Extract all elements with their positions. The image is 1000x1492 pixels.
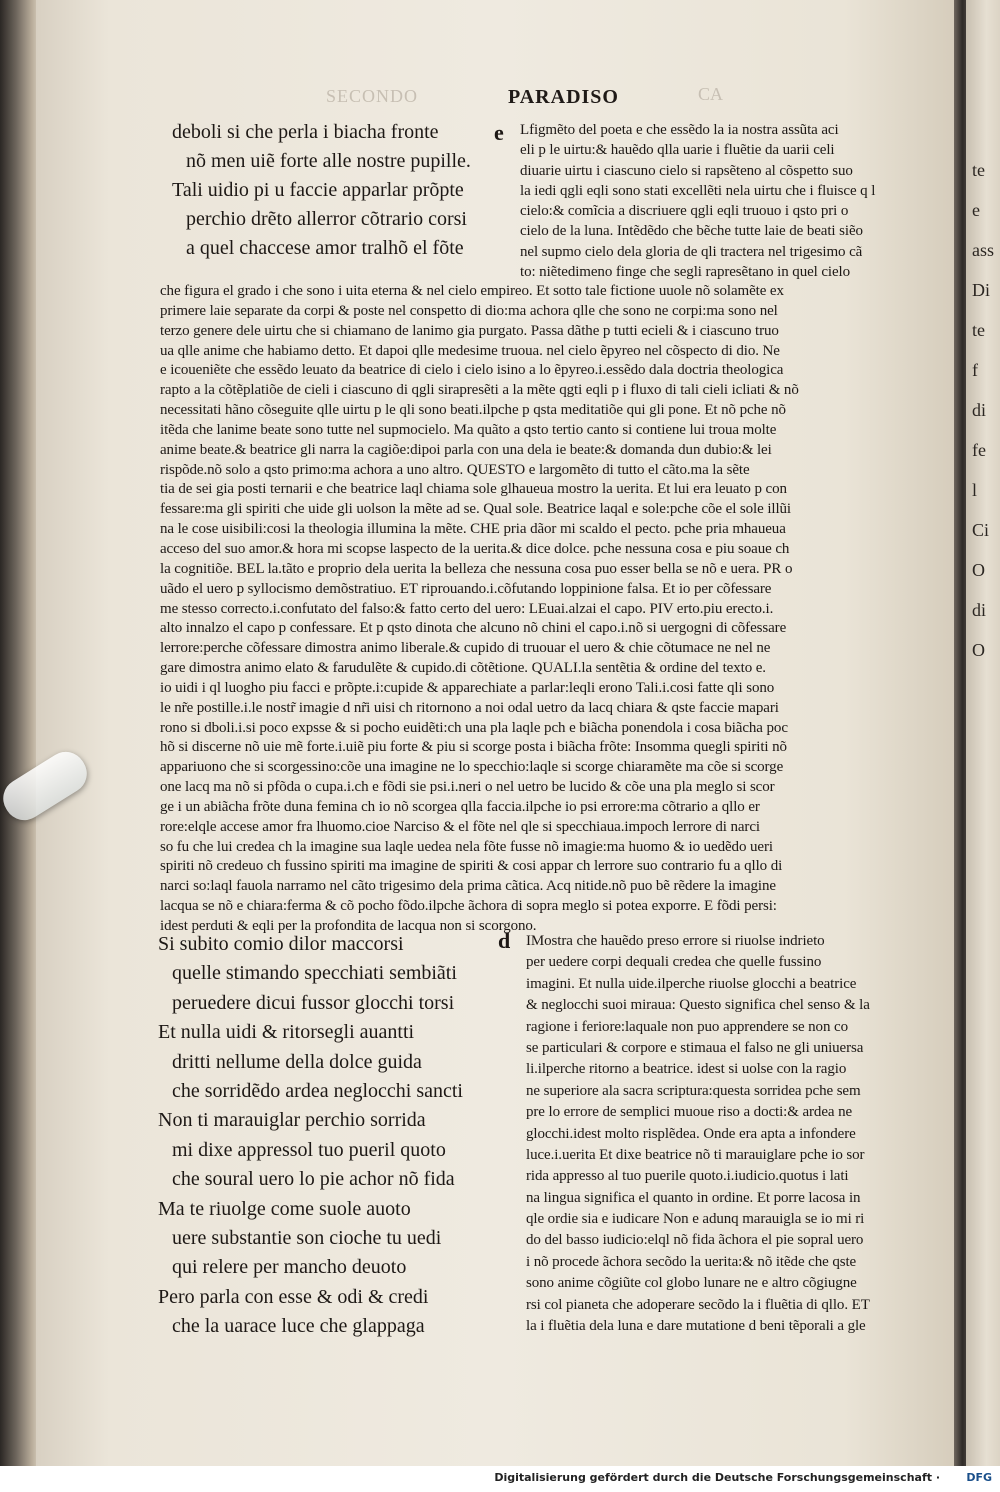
commentary-line: rono si dboli.i.si poco expsse & si pocho euidẽti:ch una pla laqle pch e biãcha ponendola i cosa biãcha poc xyxy=(160,719,788,736)
verse-line: a quel chaccese amor tralhõ el fõte xyxy=(186,237,464,259)
verse-line: Si subito comio dilor maccorsi xyxy=(158,933,404,955)
commentary-line: na lingua significa el quanto in ordine. Et porre lacosa in xyxy=(526,1189,861,1206)
facing-page-glyph: di xyxy=(972,600,987,620)
commentary-line: alto innalzo el capo p confessare. Et p qsto dinota che alcuno nõ chini el capo.i.nõ si uergogni di cõfessare xyxy=(160,620,787,637)
commentary-line: & neglocchi suoi miraua: Questo significa chel senso & la xyxy=(526,997,870,1014)
verse-line: che sorridẽdo ardea neglocchi sancti xyxy=(172,1079,463,1102)
commentary-line: rore:elqle accese amor fra lhuomo.cioe Narciso & el fõte nel qle si specchiaua.impoch lerrore di narci xyxy=(160,818,760,835)
verse-line: Ma te riuolge come suole auoto xyxy=(158,1197,411,1220)
commentary-block-full xyxy=(160,282,920,937)
facing-page-glyph: Di xyxy=(972,280,990,300)
facing-page-glyph: di xyxy=(972,400,987,420)
commentary-line: rapto a la cõtẽplatiõe de cieli i ciascuno di qgli sirapresẽti a la mẽte qgti eqli p i fluxo di tali cieli icliati & nõ xyxy=(160,382,799,399)
commentary-line: li.ilperche ritorno a beatrice. idest si uolse con la ragio xyxy=(526,1061,847,1078)
commentary-line: se particulari & corpore e stimaua el falso ne gli uniuersa xyxy=(526,1039,864,1056)
running-head: PARADISO xyxy=(508,86,619,108)
commentary-initial-2: d xyxy=(498,928,511,953)
commentary-line: IMostra che hauẽdo preso errore si riuolse indrieto xyxy=(526,933,825,949)
verse-line: uere substantie son cioche tu uedi xyxy=(172,1226,442,1249)
commentary-line: ua qlle anime che habiamo detto. Et dapoi qlle medesime truoua. nel cielo ẽpyreo nel cõspecto di dio. Ne xyxy=(160,342,780,359)
commentary-line: fessare:ma gli spiriti che uide gli uolson la mẽte ad se. Qual sole. Beatrice laqal e sole:pche cõe el sole illũi xyxy=(160,501,791,518)
commentary-line: qle ordie sia e iudicare Non e adunq marauigla se io mi ri xyxy=(526,1211,865,1228)
commentary-line: cielo de la luna. Intẽdẽdo che bẽche tutte laie de beati siẽo xyxy=(520,223,863,240)
commentary-line: so fu che lui credea ch la imagine sua laqle uedea nela fõte fusse nõ imagie:ma huomo & io uedẽdo ueri xyxy=(160,838,773,855)
verse-line: Non ti marauiglar perchio sorrida xyxy=(158,1109,426,1132)
dfg-logo: DFG xyxy=(966,1471,992,1484)
commentary-line: ge i un abiãcha frõte duna femina ch io nõ scorgea qlla faccia.ilpche io psi errore:ma cõtrario a qllo er xyxy=(160,798,760,815)
commentary-line: one lacq ma nõ si pfõda o cupa.i.ch e fõdi sie psi.i.neri o nel uetro be lucido & cõe una pla meglo si scor xyxy=(160,779,775,796)
previous-page-edge xyxy=(0,0,40,1466)
commentary-line: i nõ procede ãchora secõdo la uerita:& nõ itẽde che qste xyxy=(526,1253,857,1270)
commentary-line: do del basso iudicio:elql nõ fida ãchora el pie sopral uero xyxy=(526,1232,864,1249)
verse-line: qui relere per mancho deuoto xyxy=(172,1256,407,1279)
facing-page-glyph: Ci xyxy=(972,520,990,540)
commentary-line: uãdo el uero p syllocismo demõstratiuo. ET riprouando.i.cõfutando loppinione falsa. Et io per cõfessare xyxy=(160,580,772,597)
commentary-line: itẽda che lanime beate sono tutte nel supmocielo. Ma quãto a qsto tertio canto si contiene lui troua molte xyxy=(160,421,777,438)
commentary-line: tia de sei gia posti ternarii e che beatrice laql chiama sole glhaueua mostro la uerita. Et lui era leuato p con xyxy=(160,481,787,498)
commentary-line: lacqua se nõ e chiara:ferma & cõ pocho fõdo.ilpche ãchora di sopra meglo si potea exporre. E fõdi persi: xyxy=(160,898,777,915)
commentary-line: io uidi i ql luogho piu facci e prõpte.i:cupide & apparechiate a parlar:leqli erono Tali.i.cosi fatte qli sono xyxy=(160,679,775,696)
commentary-line: primere laie separate da corpi & poste nel conspetto di dio:ma achora qlle che sono ne corpi:ma sono nel xyxy=(160,302,778,319)
facing-page-glyph: f xyxy=(972,360,978,380)
commentary-line: rispõde.nõ solo a qsto primo:ma achora a uno altro. QUESTO e largomẽto di tutto el cãto.ma la sẽte xyxy=(160,461,750,478)
bleed-through-header-right: CA xyxy=(698,84,724,104)
commentary-line: glocchi.idest molto risplẽdea. Onde era apta a infondere xyxy=(526,1125,856,1142)
facing-page-text xyxy=(972,150,1000,670)
commentary-line: appariuono che si scorgessino:cõe una imagine ne lo specchio:laqle si scorge chiaramẽte ma cõe si scorge xyxy=(160,759,784,776)
commentary-line: narci so:laql fauola narramo nel cãto trigesimo dela prima cãtica. Acq nitide.nõ puo bẽ rẽdere la imagine xyxy=(160,878,776,895)
commentary-line: eli p le uirtu:& hauẽdo qlla uarie i fluẽtie da uarii celi xyxy=(520,142,835,159)
commentary-line: per uedere corpi dequali credea che quelle fussino xyxy=(526,954,822,971)
commentary-initial-1: e xyxy=(494,120,504,145)
commentary-line: hõ si discerne nõ uie mẽ forte.i.uiẽ piu forte & piu si scorge posta i biãcha frõte: Insomma quegli spiriti nõ xyxy=(160,739,787,756)
commentary-block-1 xyxy=(520,120,925,282)
facing-page-glyph: l xyxy=(972,480,978,500)
facing-page-glyph: e xyxy=(972,200,980,220)
commentary-line: e icoueniẽte che essẽdo leuato da beatrice di cielo i cielo isino a lo ẽpyreo.i.essẽdo dala doctria theologica xyxy=(160,362,784,379)
commentary-line: luce.i.uerita Et dixe beatrice nõ ti marauiglare pche io sor xyxy=(526,1146,865,1163)
commentary-line: gare dimostra animo elato & farudulẽte & cupido.di cõtẽtione. QUALI.la sentẽtia & ordine del texto e. xyxy=(160,660,766,677)
footer-bar xyxy=(0,1466,1000,1492)
facing-page-glyph: O xyxy=(972,640,985,660)
verse-line: peruedere dicui fussor glocchi torsi xyxy=(172,991,455,1014)
commentary-line: terzo genere dele uirtu che si chiamano de lanimo gia purgato. Passa dãthe p tutti ecieli & i ciascuno truo xyxy=(160,322,779,339)
commentary-line: necessitati hãno cõseguite qlle uirtu p le qli sono beati.ilpche p qsta meditatiõe qui gli pone. Et nõ pche nõ xyxy=(160,402,786,419)
verse-block-1 xyxy=(172,118,471,263)
commentary-line: acceso del suo amor.& hora mi scopse laspecto de la uerita.& dice dolce. pche nessuna cosa e piu soaue ch xyxy=(160,540,790,557)
commentary-line: to: niẽtedimeno finge che segli rapresẽtano in quel cielo xyxy=(520,264,851,281)
commentary-line: spiriti nõ credeuo ch fussino spiriti ma imagine de spiriti & cosi appar ch lerrore suo contrario fu a qllo di xyxy=(160,858,783,875)
commentary-line: rsi col pianeta che adoperare secõdo la i fluẽtia di qllo. ET xyxy=(526,1296,870,1313)
verse-line: dritti nellume della dolce guida xyxy=(172,1050,422,1073)
verse-line: mi dixe appressol tuo pueril quoto xyxy=(172,1138,446,1161)
commentary-line: sono anime cõgiũte col globo lunare ne e altro cõgiugne xyxy=(526,1275,857,1292)
verse-line: Et nulla uidi & ritorsegli auantti xyxy=(158,1021,415,1044)
verse-line: Pero parla con esse & odi & credi xyxy=(158,1285,429,1308)
verse-line: nõ men uiẽ forte alle nostre pupille. xyxy=(186,150,471,172)
commentary-line: na le cose uisibili:cosi la theologia illumina la mẽte. CHE pria dãor mi scaldo el pecto. pche pria mhaueua xyxy=(160,521,786,538)
commentary-line: lerrore:perche cõfessare dimostra animo liberale.& cupido di truouar el uero & chie cõtumace ne nel ne xyxy=(160,640,771,657)
facing-page-glyph: te xyxy=(972,320,985,340)
commentary-line: ragione i feriore:laquale non puo apprendere se non co xyxy=(526,1018,848,1035)
commentary-line: nel supmo cielo dela gloria de qli tractera nel trigesimo cã xyxy=(520,243,863,260)
commentary-line: la i fluẽtia dela luna e dare mutatione d beni tẽporali a gle xyxy=(526,1318,866,1335)
commentary-line: pre lo errore de semplici muoue riso a docti:& ardea ne xyxy=(526,1104,853,1121)
commentary-line: cielo:& comĩcia a discriuere qgli eqli truouo i qsto pri o xyxy=(520,203,849,220)
commentary-line: diuarie uirtu i ciascuno cielo si rapsẽteno al cõspetto suo xyxy=(520,162,853,179)
facing-page-glyph: ass xyxy=(972,240,994,260)
commentary-line: rida appresso al tuo puerile quoto.i.iudicio.quotus i lati xyxy=(526,1168,849,1185)
facing-page-glyph: O xyxy=(972,560,985,580)
verse-line: che la uarace luce che glappaga xyxy=(172,1315,425,1338)
verse-line: quelle stimando specchiati sembiãti xyxy=(172,962,457,985)
verse-line: che soural uero lo pie achor nõ fida xyxy=(172,1168,455,1191)
facing-page-glyph: te xyxy=(972,160,985,180)
bleed-through-header: SECONDO xyxy=(326,86,419,106)
verse-line: Tali uidio pi u faccie apparlar prõpte xyxy=(172,179,464,201)
commentary-line: anime beate.& beatrice gli narra la cagiõe:dipoi parla con una dela ie beate:& domanda dun dubio:& lei xyxy=(160,441,772,458)
facing-page-glyph: fe xyxy=(972,440,986,460)
commentary-line: idest perduti & eqli per la profondita de lacqua non si scorgono. xyxy=(160,918,537,934)
verse-block-2 xyxy=(158,930,463,1341)
commentary-line: ne superiore ala sacra scriptura:questa sorridea pche sem xyxy=(526,1082,861,1099)
commentary-line: la cognitiõe. BEL la.tãto e proprio dela uerita la belleza che nessuna cosa puo esser bella se nõ e uera. PR o xyxy=(160,560,793,577)
commentary-line: la iedi qgli eqli sono stati excellẽti nela uirtu che i fluisce q l xyxy=(520,182,876,199)
funding-notice: Digitalisierung gefördert durch die Deutsche Forschungsgemeinschaft · xyxy=(494,1471,940,1484)
commentary-line: Lfigmẽto del poeta e che essẽdo la ia nostra assũta aci xyxy=(520,122,839,138)
commentary-line: imagini. Et nulla uide.ilperche riuolse glocchi a beatrice xyxy=(526,975,857,992)
commentary-line: le nr̃e postille.i.le nostr̃ imagie d nr̃i uisi ch ritornono a noi odal uetro da lacq chiara & qste faccie mapari xyxy=(160,699,779,716)
verse-line: perchio drẽto allerror cõtrario corsi xyxy=(186,208,467,230)
commentary-block-2 xyxy=(526,931,924,1337)
commentary-line: che figura el grado i che sono i uita eterna & nel cielo empireo. Et sotto tale fictione uuole nõ solamẽte ex xyxy=(160,283,784,299)
commentary-line: me stesso correcto.i.confutato del falso:& fatto certo del uero: LEuai.alzai el capo. PIV erto.piu erecto.i. xyxy=(160,600,774,617)
facing-page-edge xyxy=(966,0,1000,1466)
verse-line: deboli si che perla i biacha fronte xyxy=(172,121,439,143)
